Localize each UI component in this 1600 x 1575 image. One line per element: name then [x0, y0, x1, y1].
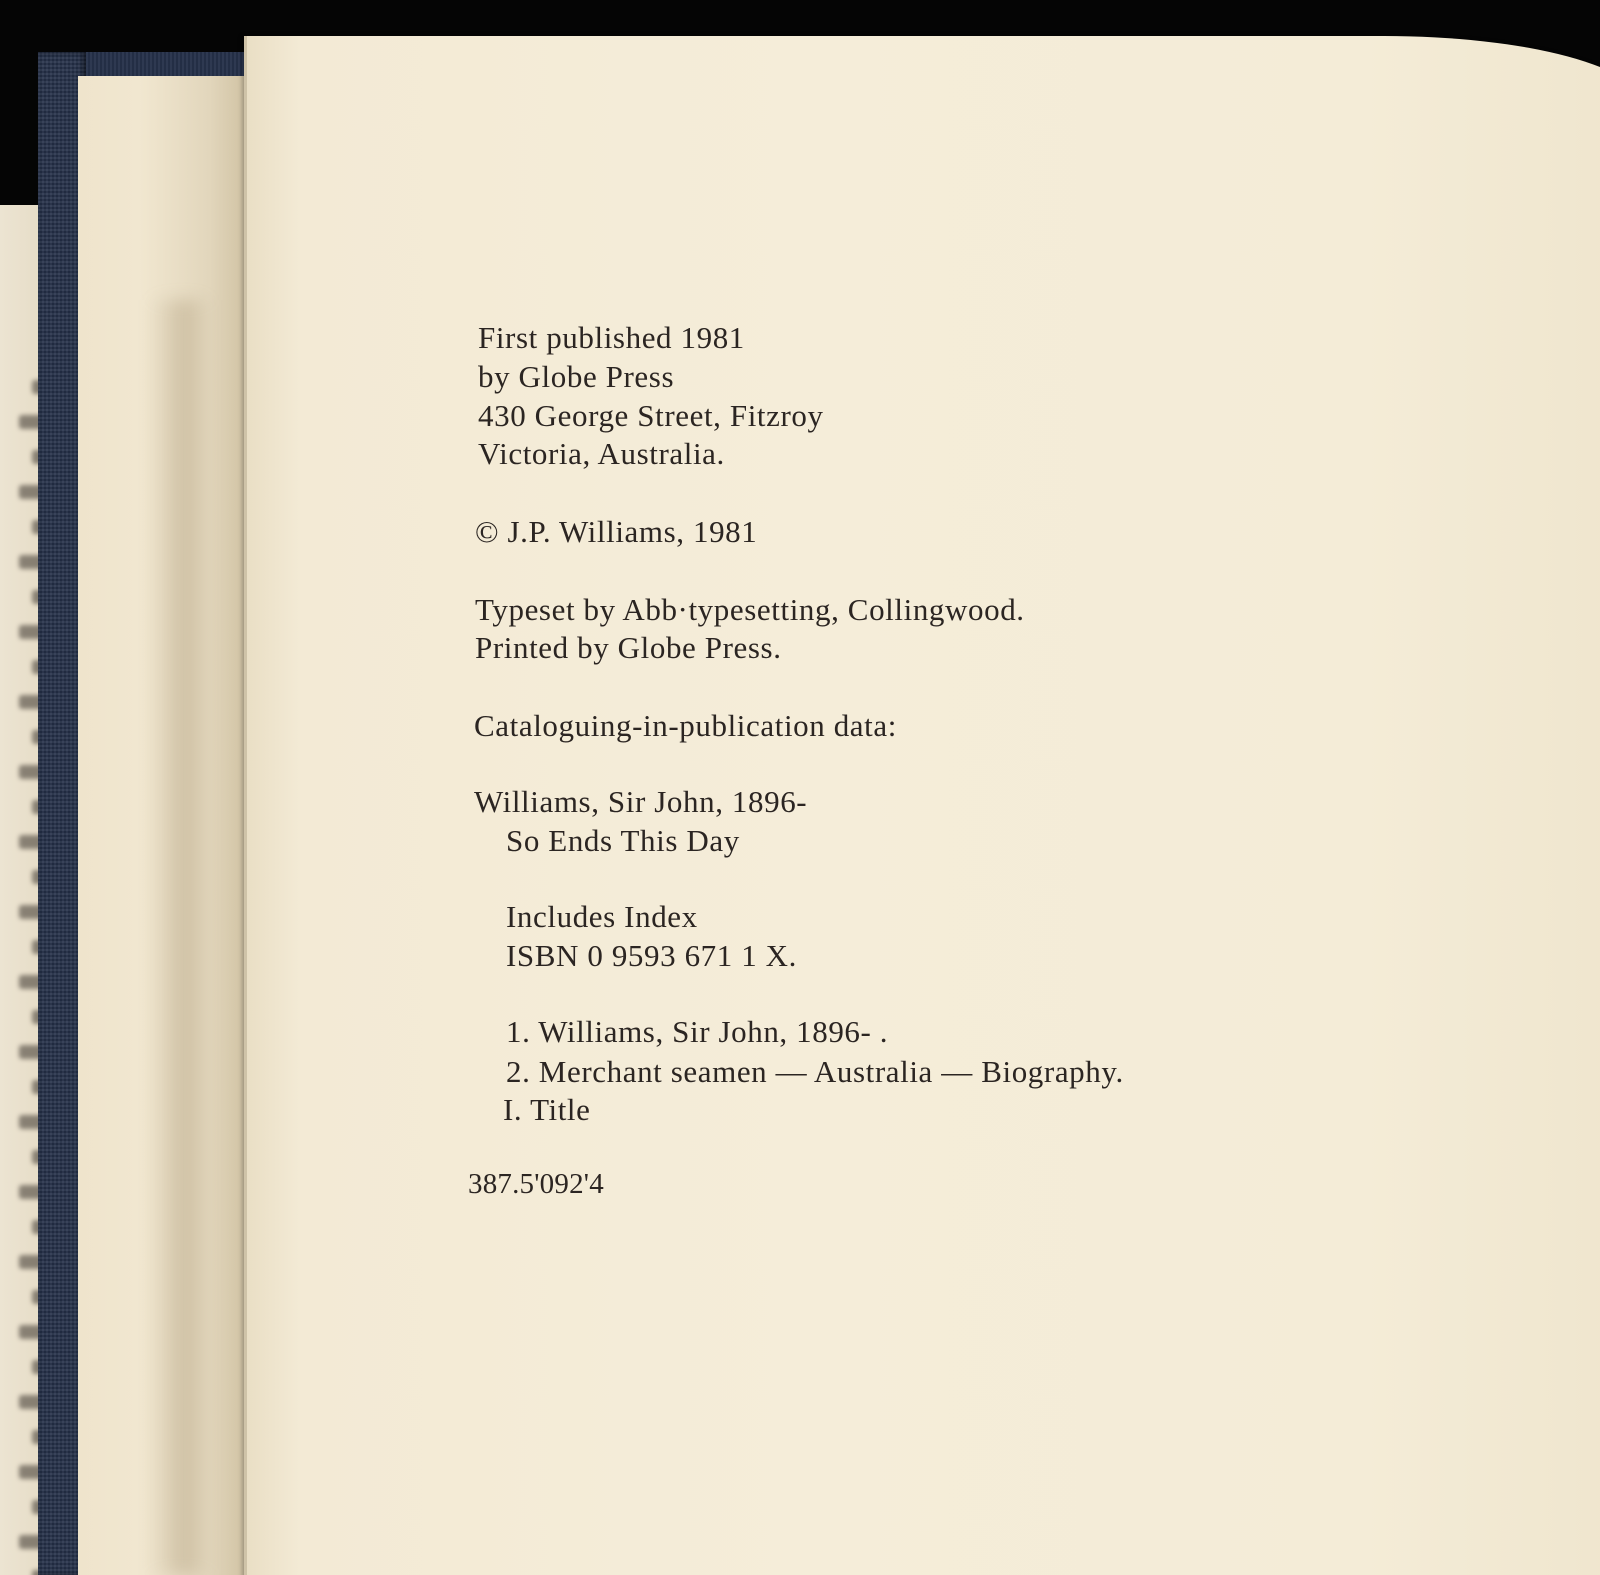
cip-subject-2: 2. Merchant seamen — Australia — Biography.	[506, 1054, 1124, 1089]
typeset-line: Typeset by Abb·typesetting, Collingwood.	[475, 592, 1025, 627]
cip-note: Includes Index	[506, 899, 698, 934]
printed-line: Printed by Globe Press.	[475, 630, 782, 665]
cip-title: So Ends This Day	[506, 823, 740, 858]
cip-isbn: ISBN 0 9593 671 1 X.	[506, 938, 798, 973]
street-address-line: 430 George Street, Fitzroy	[478, 398, 824, 433]
classification-number: 387.5'092'4	[468, 1168, 604, 1200]
copyright-line: © J.P. Williams, 1981	[475, 514, 758, 549]
first-published-line: First published 1981	[478, 320, 745, 355]
publisher-line: by Globe Press	[478, 359, 675, 394]
cip-subject-3: I. Title	[503, 1092, 591, 1127]
cip-subject-1: 1. Williams, Sir John, 1896- .	[506, 1014, 889, 1049]
cip-author: Williams, Sir John, 1896-	[474, 784, 808, 819]
cip-heading: Cataloguing-in-publication data:	[474, 708, 897, 743]
region-line: Victoria, Australia.	[478, 436, 725, 471]
